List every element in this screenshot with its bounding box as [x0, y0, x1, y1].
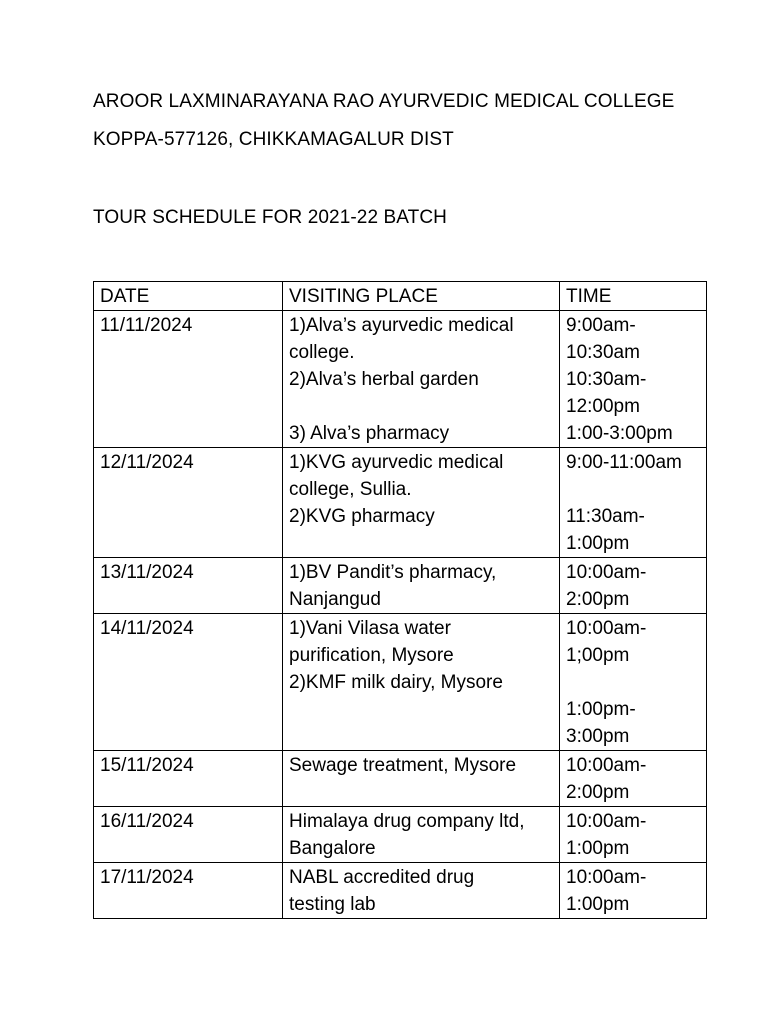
visiting-place-line: [289, 723, 553, 750]
time-line: 1:00pm: [566, 894, 630, 915]
visiting-place-cell: [283, 558, 560, 614]
time-line: 10:00am-: [566, 867, 647, 888]
time-cell: [560, 751, 707, 807]
visiting-place-cell: [283, 751, 560, 807]
visiting-place-line: college, Sullia.: [289, 479, 412, 500]
college-name: AROOR LAXMINARAYANA RAO AYURVEDIC MEDICAL COLLEGE: [93, 91, 675, 112]
visiting-place-line: 3) Alva’s pharmacy: [289, 423, 450, 444]
visiting-place-line: Nanjangud: [289, 589, 381, 610]
visiting-place-line: Sewage treatment, Mysore: [289, 755, 517, 776]
visiting-place-cell: [283, 863, 560, 919]
time-line: 1:00pm: [566, 838, 630, 859]
column-header-date: DATE: [94, 282, 283, 311]
time-line: 12:00pm: [566, 396, 640, 417]
date-cell: 14/11/2024: [94, 614, 283, 751]
visiting-place-line: Himalaya drug company ltd,: [289, 811, 525, 832]
visiting-place-line: [289, 530, 553, 557]
column-header-time: TIME: [560, 282, 707, 311]
time-cell: [560, 311, 707, 448]
visiting-place-line: [289, 696, 553, 723]
date-cell: 12/11/2024: [94, 448, 283, 558]
tour-schedule-table: [93, 281, 707, 919]
date-cell: 17/11/2024: [94, 863, 283, 919]
time-line: 1:00pm: [566, 533, 630, 554]
date-cell: 13/11/2024: [94, 558, 283, 614]
table-row: [94, 614, 707, 751]
time-line: 10:00am-: [566, 562, 647, 583]
visiting-place-line: 2)KMF milk dairy, Mysore: [289, 672, 503, 693]
time-line: 10:00am-: [566, 755, 647, 776]
visiting-place-line: 1)BV Pandit’s pharmacy,: [289, 562, 497, 583]
time-line: 1:00-3:00pm: [566, 423, 673, 444]
visiting-place-line: college.: [289, 342, 355, 363]
time-line: 10:00am-: [566, 811, 647, 832]
visiting-place-line: 2)Alva’s herbal garden: [289, 369, 479, 390]
table-row: [94, 311, 707, 448]
visiting-place-line: testing lab: [289, 894, 376, 915]
visiting-place-line: [289, 393, 553, 420]
date-cell: 11/11/2024: [94, 311, 283, 448]
visiting-place-line: 2)KVG pharmacy: [289, 506, 435, 527]
table-row: [94, 863, 707, 919]
column-header-visiting-place: VISITING PLACE: [283, 282, 560, 311]
time-line: 10:30am-: [566, 369, 647, 390]
table-row: [94, 807, 707, 863]
table-body: [94, 311, 707, 919]
visiting-place-cell: [283, 614, 560, 751]
time-line: 9:00-11:00am: [566, 452, 682, 473]
time-line: 1:00pm-: [566, 699, 636, 720]
date-cell: 15/11/2024: [94, 751, 283, 807]
table-row: [94, 751, 707, 807]
time-cell: [560, 558, 707, 614]
visiting-place-line: 1)Vani Vilasa water: [289, 618, 451, 639]
visiting-place-line: NABL accredited drug: [289, 867, 475, 888]
time-line: 1;00pm: [566, 645, 630, 666]
table-row: [94, 448, 707, 558]
visiting-place-line: 1)KVG ayurvedic medical: [289, 452, 504, 473]
time-line: 10:30am: [566, 342, 640, 363]
visiting-place-line: purification, Mysore: [289, 645, 454, 666]
time-line: [566, 669, 700, 696]
table-row: [94, 558, 707, 614]
time-cell: [560, 614, 707, 751]
time-line: [566, 476, 700, 503]
time-line: 3:00pm: [566, 726, 630, 747]
time-line: 10:00am-: [566, 618, 647, 639]
visiting-place-cell: [283, 807, 560, 863]
visiting-place-line: [289, 779, 553, 806]
table-header-row: [94, 282, 707, 311]
time-line: 2:00pm: [566, 589, 630, 610]
visiting-place-line: 1)Alva’s ayurvedic medical: [289, 315, 514, 336]
time-line: 9:00am-: [566, 315, 636, 336]
schedule-title: TOUR SCHEDULE FOR 2021-22 BATCH: [93, 207, 447, 228]
time-line: 2:00pm: [566, 782, 630, 803]
time-cell: [560, 863, 707, 919]
time-cell: [560, 807, 707, 863]
time-line: 11:30am-: [566, 506, 645, 527]
college-address: KOPPA-577126, CHIKKAMAGALUR DIST: [93, 129, 454, 150]
visiting-place-cell: [283, 448, 560, 558]
date-cell: 16/11/2024: [94, 807, 283, 863]
visiting-place-cell: [283, 311, 560, 448]
visiting-place-line: Bangalore: [289, 838, 376, 859]
time-cell: [560, 448, 707, 558]
